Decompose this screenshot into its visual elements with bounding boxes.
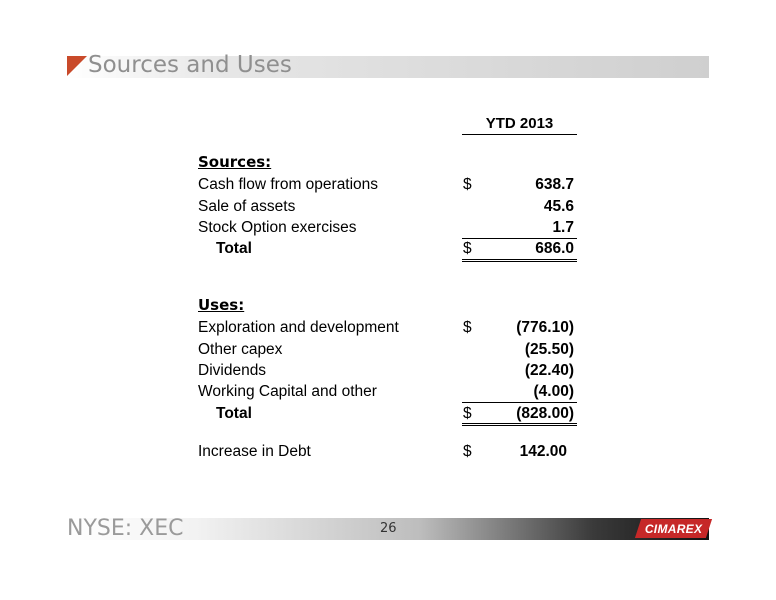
table-row — [0, 383, 776, 403]
table-row — [0, 319, 776, 339]
row-dollar: $ — [463, 443, 472, 460]
footer-ticker: NYSE: XEC — [67, 516, 184, 541]
total-value: (828.00) — [516, 405, 574, 422]
page-title: Sources and Uses — [88, 52, 292, 78]
table-row — [0, 176, 776, 196]
total-row — [0, 240, 776, 260]
column-header-ytd: YTD 2013 — [462, 115, 577, 135]
increase-in-debt-row — [0, 443, 776, 463]
row-label: Other capex — [198, 341, 283, 358]
row-dollar: $ — [463, 405, 472, 422]
total-label: Total — [216, 240, 252, 257]
total-double-rule — [462, 423, 577, 424]
row-value: 142.00 — [519, 443, 567, 460]
logo-text: CIMAREX — [644, 521, 703, 536]
cimarex-logo — [635, 519, 712, 538]
row-label: Exploration and development — [198, 319, 399, 336]
row-label: Stock Option exercises — [198, 219, 357, 236]
table-row — [0, 341, 776, 361]
row-label: Cash flow from operations — [198, 176, 379, 193]
total-label: Total — [216, 405, 252, 422]
row-value: 45.6 — [543, 198, 574, 215]
total-double-rule — [462, 259, 577, 260]
total-value: 686.0 — [535, 240, 574, 257]
subtotal-rule — [462, 402, 577, 403]
row-value: (4.00) — [533, 383, 574, 400]
row-value: 638.7 — [535, 176, 574, 193]
row-label: Dividends — [198, 362, 267, 379]
page-number: 26 — [380, 521, 397, 536]
table-row — [0, 362, 776, 382]
row-value: (776.10) — [516, 319, 574, 336]
row-label: Increase in Debt — [198, 443, 311, 460]
row-dollar: $ — [463, 176, 472, 193]
table-row — [0, 198, 776, 218]
row-value: (22.40) — [524, 362, 574, 379]
row-dollar: $ — [463, 240, 472, 257]
row-value: (25.50) — [524, 341, 574, 358]
subtotal-rule — [462, 238, 577, 239]
table-row — [0, 219, 776, 239]
uses-title: Uses: — [198, 296, 245, 314]
sources-title: Sources: — [198, 153, 272, 171]
total-row — [0, 405, 776, 425]
row-value: 1.7 — [552, 219, 574, 236]
row-label: Working Capital and other — [198, 383, 377, 400]
row-label: Sale of assets — [198, 198, 296, 215]
row-dollar: $ — [463, 319, 472, 336]
